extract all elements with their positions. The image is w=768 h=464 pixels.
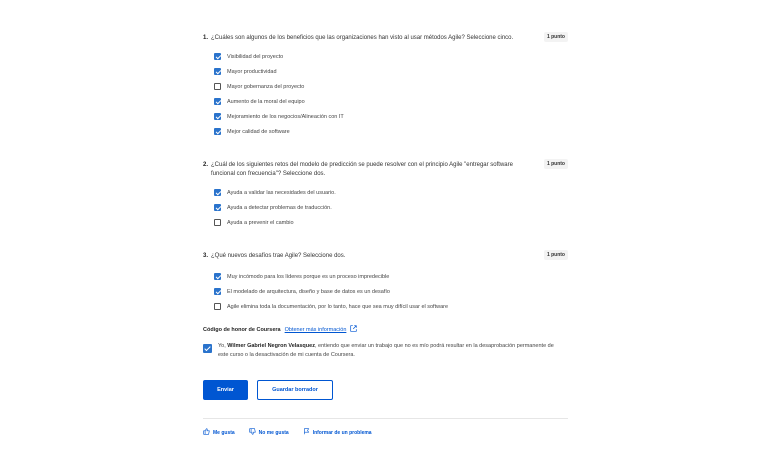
checkbox-unchecked[interactable]	[214, 219, 221, 226]
external-link-icon[interactable]	[350, 325, 357, 334]
question-number: 1.	[203, 35, 209, 41]
honor-code-text	[218, 342, 563, 359]
options-list	[203, 185, 568, 230]
checkbox-checked[interactable]	[214, 189, 221, 196]
dislike-button[interactable]	[249, 428, 289, 437]
learner-name: Wilmer Gabriel Negron Velasquez	[227, 343, 315, 349]
thumbs-up-icon	[203, 428, 210, 437]
checkbox-checked[interactable]	[214, 273, 221, 280]
option-label: Mejoramiento de los negocios/Alineación con IT	[227, 113, 344, 120]
honor-code-checkbox[interactable]	[203, 344, 212, 353]
points-badge: 1 punto	[544, 159, 568, 169]
question-text: ¿Qué nuevos desafíos trae Agile? Seleccione dos.	[211, 253, 346, 259]
option-label: Ayuda a prevenir el cambio	[227, 219, 294, 226]
option-label: Ayuda a validar las necesidades del usuario.	[227, 189, 336, 196]
learn-more-link[interactable]: Obtener más información	[284, 326, 347, 333]
honor-code-title: Código de honor de Coursera	[203, 326, 281, 333]
honor-prefix: Yo,	[218, 343, 228, 349]
divider	[203, 418, 568, 419]
feedback-bar	[203, 428, 372, 437]
option[interactable]	[203, 299, 568, 314]
question-text: ¿Cuál de los siguientes retos del modelo de predicción se puede resolver con el principio Agile "entregar software funcional con frecuencia"? Seleccione dos.	[211, 162, 513, 177]
question-1	[203, 34, 568, 139]
option[interactable]	[203, 124, 568, 139]
option[interactable]	[203, 49, 568, 64]
option-label: Agile elimina toda la documentación, por lo tanto, hace que sea muy difícil usar el software	[227, 303, 449, 310]
option-label: El modelado de arquitectura, diseño y base de datos es un desafío	[227, 288, 390, 295]
checkbox-checked[interactable]	[214, 53, 221, 60]
flag-icon	[303, 428, 310, 437]
question-header	[203, 161, 568, 179]
report-label: Informar de un problema	[312, 429, 372, 436]
question-2	[203, 161, 568, 230]
points-badge: 1 punto	[544, 32, 568, 42]
option-label: Visibilidad del proyecto	[227, 53, 284, 60]
option[interactable]	[203, 185, 568, 200]
report-problem-button[interactable]	[303, 428, 372, 437]
honor-code-agreement	[203, 342, 568, 359]
option-label: Mayor gobernanza del proyecto	[227, 83, 305, 90]
option-label: Mejor calidad de software	[227, 128, 290, 135]
option[interactable]	[203, 109, 568, 124]
checkbox-unchecked[interactable]	[214, 83, 221, 90]
option[interactable]	[203, 200, 568, 215]
question-header	[203, 34, 568, 43]
option-label: Ayuda a detectar problemas de traducción.	[227, 204, 332, 211]
options-list	[203, 269, 568, 314]
thumbs-down-icon	[249, 428, 256, 437]
option[interactable]	[203, 64, 568, 79]
question-header	[203, 252, 568, 261]
option-label: Aumento de la moral del equipo	[227, 98, 305, 105]
question-3	[203, 252, 568, 314]
option-label: Muy incómodo para los líderes porque es un proceso impredecible	[227, 273, 390, 280]
honor-code-section	[203, 325, 568, 359]
honor-code-header	[203, 325, 568, 334]
save-draft-button[interactable]: Guardar borrador	[257, 380, 333, 400]
checkbox-checked[interactable]	[214, 128, 221, 135]
options-list	[203, 49, 568, 139]
like-button[interactable]	[203, 428, 235, 437]
checkbox-checked[interactable]	[214, 98, 221, 105]
question-text: ¿Cuáles son algunos de los beneficios que las organizaciones han visto al usar métodos Agile? Seleccione cinco.	[211, 35, 514, 41]
checkbox-unchecked[interactable]	[214, 303, 221, 310]
option[interactable]	[203, 269, 568, 284]
option-label: Mayor productividad	[227, 68, 277, 75]
checkbox-checked[interactable]	[214, 288, 221, 295]
question-number: 3.	[203, 253, 209, 259]
like-label: Me gusta	[213, 429, 235, 436]
checkbox-checked[interactable]	[214, 113, 221, 120]
checkbox-checked[interactable]	[214, 204, 221, 211]
submit-button[interactable]: Enviar	[203, 380, 248, 400]
honor-body: , entiendo que enviar un trabajo que no es mío podrá resultar en la desaprobación permanente de este curso o la desactivación de mi cuenta de Coursera.	[218, 343, 554, 358]
checkbox-checked[interactable]	[214, 68, 221, 75]
points-badge: 1 punto	[544, 250, 568, 260]
option[interactable]	[203, 284, 568, 299]
option[interactable]	[203, 94, 568, 109]
option[interactable]	[203, 215, 568, 230]
option[interactable]	[203, 79, 568, 94]
dislike-label: No me gusta	[258, 429, 289, 436]
question-number: 2.	[203, 162, 209, 168]
